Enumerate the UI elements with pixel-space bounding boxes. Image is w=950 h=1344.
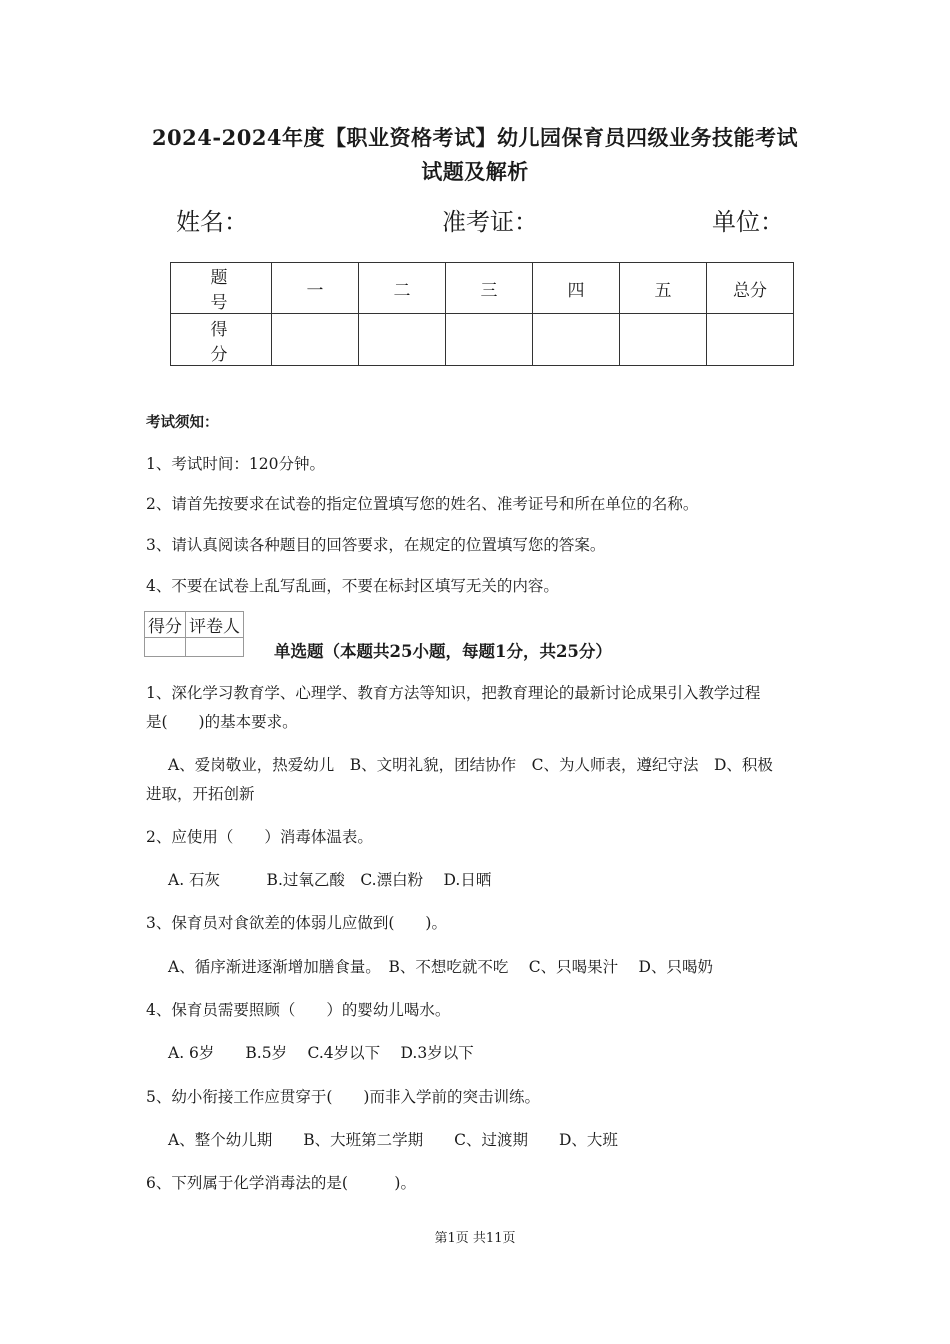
section-title: 单选题（本题共25小题，每题1分，共25分）: [274, 642, 612, 661]
score-cell-2[interactable]: [359, 314, 446, 366]
question-1-stem-line2: 是( )的基本要求。: [146, 713, 298, 731]
grader-box: [144, 611, 244, 657]
question-6-stem: 6、下列属于化学消毒法的是( )。: [146, 1174, 416, 1192]
question-4-stem: 4、保育员需要照顾（ ）的婴幼儿喝水。: [146, 1001, 451, 1019]
question-1-stem-line1: 1、深化学习教育学、心理学、教育方法等知识，把教育理论的最新讨论成果引入教学过程: [146, 684, 761, 702]
score-table-header-row: [171, 263, 794, 314]
score-cell-5[interactable]: [620, 314, 707, 366]
grader-score-cell[interactable]: [145, 638, 186, 657]
question-1-options-line2: 进取，开拓创新: [146, 785, 255, 803]
score-cell-3[interactable]: [446, 314, 533, 366]
header-cell-question-number: 题 号: [171, 263, 272, 314]
grader-score-label: 得分: [145, 612, 186, 638]
question-3-stem: 3、保育员对食欲差的体弱儿应做到( )。: [146, 914, 447, 932]
grader-name-cell[interactable]: [186, 638, 244, 657]
exam-id-label: 准考证：: [442, 208, 538, 236]
header-cell-3: 三: [446, 263, 533, 314]
score-table-score-row: [171, 314, 794, 366]
page-number: 第1页 共11页: [434, 1231, 516, 1246]
document-title-line2: 试题及解析: [421, 159, 529, 184]
header-cell-2: 二: [359, 263, 446, 314]
notice-item-4: 4、不要在试卷上乱写乱画，不要在标封区填写无关的内容。: [146, 577, 559, 595]
document-title-line1: 2024-2024年度【职业资格考试】幼儿园保育员四级业务技能考试: [151, 125, 799, 150]
score-table: [170, 262, 794, 366]
header-cell-5: 五: [620, 263, 707, 314]
question-3-options: A、循序渐进逐渐增加膳食量。 B、不想吃就不吃 C、只喝果汁 D、只喝奶: [168, 958, 713, 976]
notice-item-1: 1、考试时间：120分钟。: [146, 455, 325, 473]
question-2-options: A. 石灰 B.过氧乙酸 C.漂白粉 D.日晒: [168, 871, 492, 889]
score-cell-total[interactable]: [707, 314, 794, 366]
header-cell-4: 四: [533, 263, 620, 314]
notice-item-2: 2、请首先按要求在试卷的指定位置填写您的姓名、准考证号和所在单位的名称。: [146, 495, 699, 513]
name-label: 姓名：: [176, 208, 248, 236]
question-4-options: A. 6岁 B.5岁 C.4岁以下 D.3岁以下: [168, 1044, 474, 1062]
header-cell-total: 总分: [707, 263, 794, 314]
question-5-options: A、整个幼儿期 B、大班第二学期 C、过渡期 D、大班: [168, 1131, 618, 1149]
unit-label: 单位：: [712, 208, 784, 236]
question-1-options-line1: A、爱岗敬业，热爱幼儿 B、文明礼貌，团结协作 C、为人师表，遵纪守法 D、积极: [168, 756, 773, 774]
question-2-stem: 2、应使用（ ）消毒体温表。: [146, 828, 373, 846]
score-cell-1[interactable]: [272, 314, 359, 366]
score-cell-4[interactable]: [533, 314, 620, 366]
header-cell-1: 一: [272, 263, 359, 314]
notice-item-3: 3、请认真阅读各种题目的回答要求，在规定的位置填写您的答案。: [146, 536, 606, 554]
grader-name-label: 评卷人: [186, 612, 244, 638]
notice-heading: 考试须知：: [146, 414, 219, 431]
score-row-label: 得 分: [171, 314, 272, 366]
question-5-stem: 5、幼小衔接工作应贯穿于( )而非入学前的突击训练。: [146, 1088, 540, 1106]
